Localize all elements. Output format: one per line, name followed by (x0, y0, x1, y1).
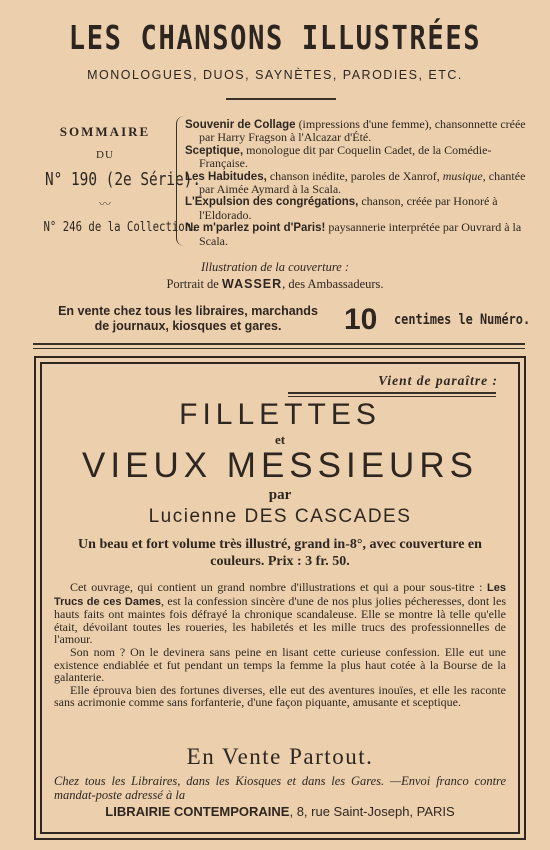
where-to-buy: Chez tous les Libraires, dans les Kiosques et dans les Gares. —Envoi franco contre mandat-poste adressé à la (54, 774, 506, 802)
section-divider (33, 343, 525, 345)
illustration-credit (0, 259, 550, 293)
sale-line-2: de journaux, kiosques et gares. (94, 319, 282, 333)
entry-text: chanson, créée par Honoré à l'Eldorado. (199, 194, 498, 222)
sommaire-entry (185, 118, 530, 144)
portrait-suffix: , des Ambassadeurs. (282, 277, 384, 291)
entry-text: monologue dit par Coquelin Cadet, de la Comédie-Française. (199, 142, 492, 171)
entry-text: (impressions d'une femme), chansonnette créée par Harry Fragson à l'Alcazar d'Été. (199, 117, 526, 145)
subtitle-bold: Les Trucs de ces Dames (54, 582, 506, 608)
sale-line-1: En vente chez tous les libraires, marchands (58, 304, 318, 318)
collection-number: N° 246 de la Collection. (43, 220, 198, 235)
ad-paragraph: Son nom ? On le devinera sans peine en lisant cette curieuse confession. Elle eut une existence endiablée et fut pendant un temps la femme la plus haut cotée à la Bourse de la galanterie. (54, 644, 506, 685)
sale-notice (38, 304, 338, 334)
issue-number: N° 190 (2e Série). (45, 169, 202, 190)
portrait-prefix: Portrait de (166, 277, 222, 291)
masthead-title: LES CHANSONS ILLUSTRÉES (68, 18, 482, 57)
publisher-address: , 8, rue Saint-Joseph, PARIS (289, 804, 455, 819)
en-vente-heading: En Vente Partout. (186, 744, 374, 769)
book-title-line-2: VIEUX MESSIEURS (82, 446, 478, 485)
entry-title: Souvenir de Collage (185, 119, 296, 131)
sommaire-entry (185, 170, 530, 196)
ad-banner-rule-thin (288, 396, 496, 397)
price-amount: 10 (344, 303, 378, 336)
section-divider-thin (33, 348, 525, 349)
entry-text-italic: musique (442, 168, 483, 183)
sommaire-du: DU (96, 149, 114, 161)
entry-text: paysannerie interprétée par Ouvrard à la Scala. (199, 220, 522, 248)
entry-text: chanson inédite, paroles de Xanrof, (266, 168, 443, 183)
price (344, 303, 542, 337)
publisher-name: LIBRAIRIE CONTEMPORAINE (105, 804, 290, 819)
ad-text: Cet ouvrage, qui contient un grand nombre d'illustrations et qui a pour sous-titre : (70, 580, 488, 594)
illustration-portrait (0, 276, 550, 293)
sommaire-entry (185, 144, 530, 170)
sommaire-entry (185, 195, 530, 221)
book-title-line-1: FILLETTES (179, 398, 381, 431)
swirl-ornament-icon: 〰 (98, 197, 111, 211)
book-by: par (268, 487, 292, 503)
entry-title: L'Expulsion des congrégations, (185, 196, 359, 209)
sommaire-list (185, 118, 530, 247)
book-description: Un beau et fort volume très illustré, grand in-8°, avec couverture en couleurs. Prix : 3 fr. 50. (78, 537, 482, 569)
ad-banner: Vient de paraître : (378, 373, 498, 388)
ad-body-text (54, 581, 506, 709)
entry-text: , chantée par Aimée Aymard à la Scala. (199, 168, 526, 197)
masthead-subtitle: MONOLOGUES, DUOS, SAYNÈTES, PARODIES, ETC. (87, 68, 463, 82)
book-author: Lucienne DES CASCADES (148, 506, 412, 527)
ad-paragraph (54, 581, 506, 646)
sommaire-heading: SOMMAIRE (59, 124, 151, 139)
ad-text: , est la confession sincère d'une de nos plus jolies pécheresses, dont les hauts faits ont maintes fois défrayé la chronique scandaleuse. Elle se montre là telle qu'elle était, dévoilant toutes les roueries, les habiletés et les mille trucs des professionnelles de l'amour. (54, 593, 506, 647)
artist-name: WASSER (221, 277, 283, 291)
publisher (0, 804, 550, 819)
entry-title: Ne m'parlez point d'Paris! (185, 222, 326, 235)
masthead-rule (226, 98, 336, 100)
entry-title: Les Habitudes, (185, 170, 267, 183)
illustration-caption: Illustration de la couverture : (200, 260, 350, 274)
sommaire-block (30, 124, 202, 235)
price-unit: centimes le Numéro. (393, 312, 530, 328)
entry-title: Sceptique, (185, 144, 244, 157)
ad-paragraph: Elle éprouva bien des fortunes diverses, elle eut des aventures inouïes, et elle les raconte sans acrimonie comme sans forfanterie, d'une façon piquante, amusante et sceptique. (54, 682, 506, 710)
book-title-conjunction: et (274, 432, 286, 447)
sommaire-entry (185, 221, 530, 247)
ad-banner-rule (288, 392, 496, 394)
